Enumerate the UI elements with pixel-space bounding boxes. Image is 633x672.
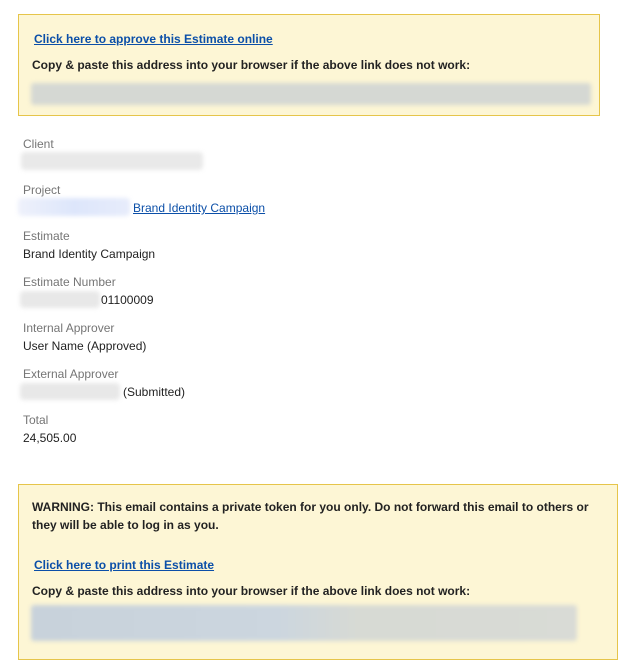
warning-notice-box [18,484,618,660]
project-code-redacted [18,198,130,216]
external-approver-label: External Approver [23,367,119,381]
approve-estimate-link[interactable]: Click here to approve this Estimate online [34,32,273,46]
estimate-number-label: Estimate Number [23,275,116,289]
estimate-value: Brand Identity Campaign [23,247,156,261]
print-estimate-link[interactable]: Click here to print this Estimate [34,558,215,572]
external-approver-name-redacted [20,383,120,400]
client-value-redacted [21,152,203,170]
estimate-number-value: 01100009 [101,293,154,307]
total-value: 24,505.00 [23,431,77,445]
private-token-warning: WARNING: This email contains a private token for you only. Do not forward this email to others or they will be able to log in as you. [32,500,589,532]
estimate-label: Estimate [23,229,70,243]
approval-url-redacted[interactable] [31,83,591,105]
external-approver-status: (Submitted) [123,385,186,399]
project-label: Project [23,183,61,197]
approval-copy-instruction: Copy & paste this address into your browser if the above link does not work: [32,58,471,72]
approval-notice-box [18,14,600,116]
total-label: Total [23,413,49,427]
print-url-redacted[interactable] [31,605,577,641]
project-link[interactable]: Brand Identity Campaign [133,201,266,215]
estimate-number-prefix-redacted [20,291,100,308]
client-label: Client [23,137,54,151]
internal-approver-label: Internal Approver [23,321,115,335]
internal-approver-value: User Name (Approved) [23,339,147,353]
print-copy-instruction: Copy & paste this address into your browser if the above link does not work: [32,584,471,598]
